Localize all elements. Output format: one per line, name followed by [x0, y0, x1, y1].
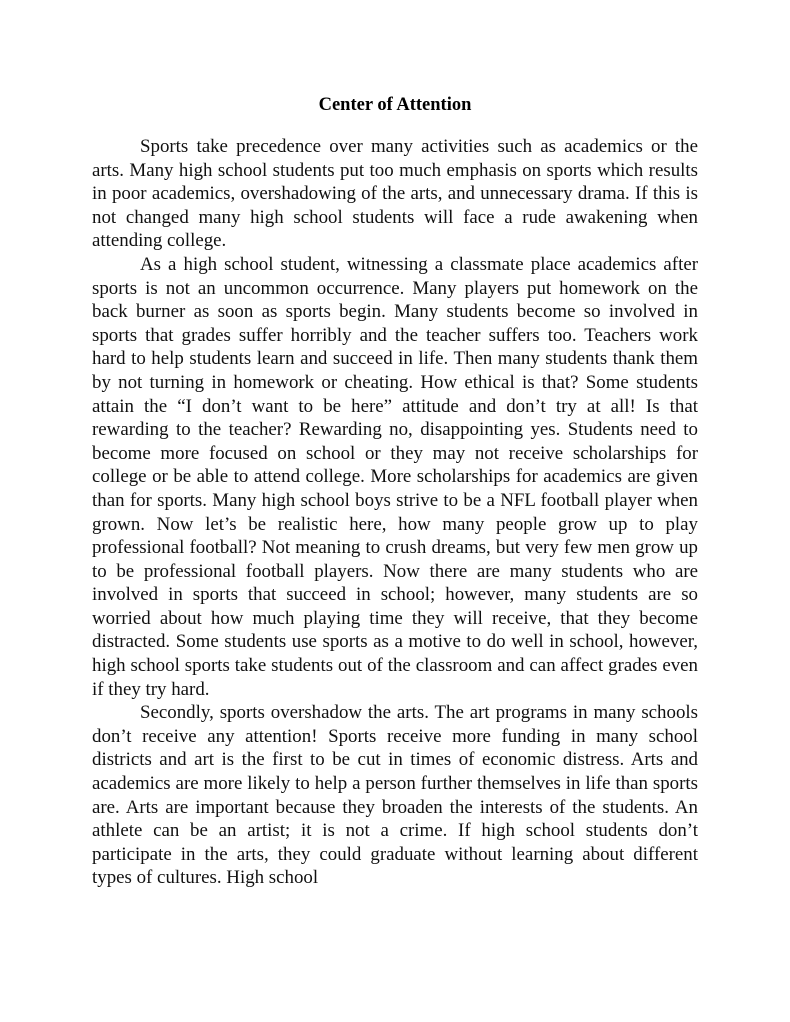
paragraph-academics: As a high school student, witnessing a classmate place academics after sports is not an uncommon occurrence. Many players put homework on the back burner as soon as sports begin. Many students become so involved in sports that grades suffer horribly and the teacher suffers too. Teachers work hard to help students learn and succeed in life. Then many students thank them by not turning in homework or cheating. How ethical is that? Some students attain the “I don’t want to be here” attitude and don’t try at all! Is that rewarding to the teacher? Rewarding no, disappointing yes. Students need to become more focused on school or they may not receive scholarships for college or be able to attend college. More scholarships for academics are given than for sports. Many high school boys strive to be a NFL football player when grown. Now let’s be realistic here, how many people grow up to play professional football? Not meaning to crush dreams, but very few men grow up to be professional football players. Now there are many students who are involved in sports that succeed in school; however, many students are so worried about how much playing time they will receive, that they become distracted. Some students use sports as a motive to do well in school, however, high school sports take students out of the classroom and can affect grades even if they try hard. [92, 253, 698, 700]
paragraph-arts: Secondly, sports overshadow the arts. The art programs in many schools don’t receive any attention! Sports receive more funding in many school districts and art is the first to be cut in times of economic distress. Arts and academics are more likely to help a person further themselves in life than sports are. Arts are important because they broaden the interests of the students. An athlete can be an artist; it is not a crime. If high school students don’t participate in the arts, they could graduate without learning about different types of cultures. High school [92, 702, 698, 889]
paragraph-intro: Sports take precedence over many activities such as academics or the arts. Many high school students put too much emphasis on sports which results in poor academics, overshadowing of the arts, and unnecessary drama. If this is not changed many high school students will face a rude awakening when attending college. [92, 136, 698, 252]
document-body [92, 135, 698, 890]
document-title: Center of Attention [318, 95, 472, 115]
